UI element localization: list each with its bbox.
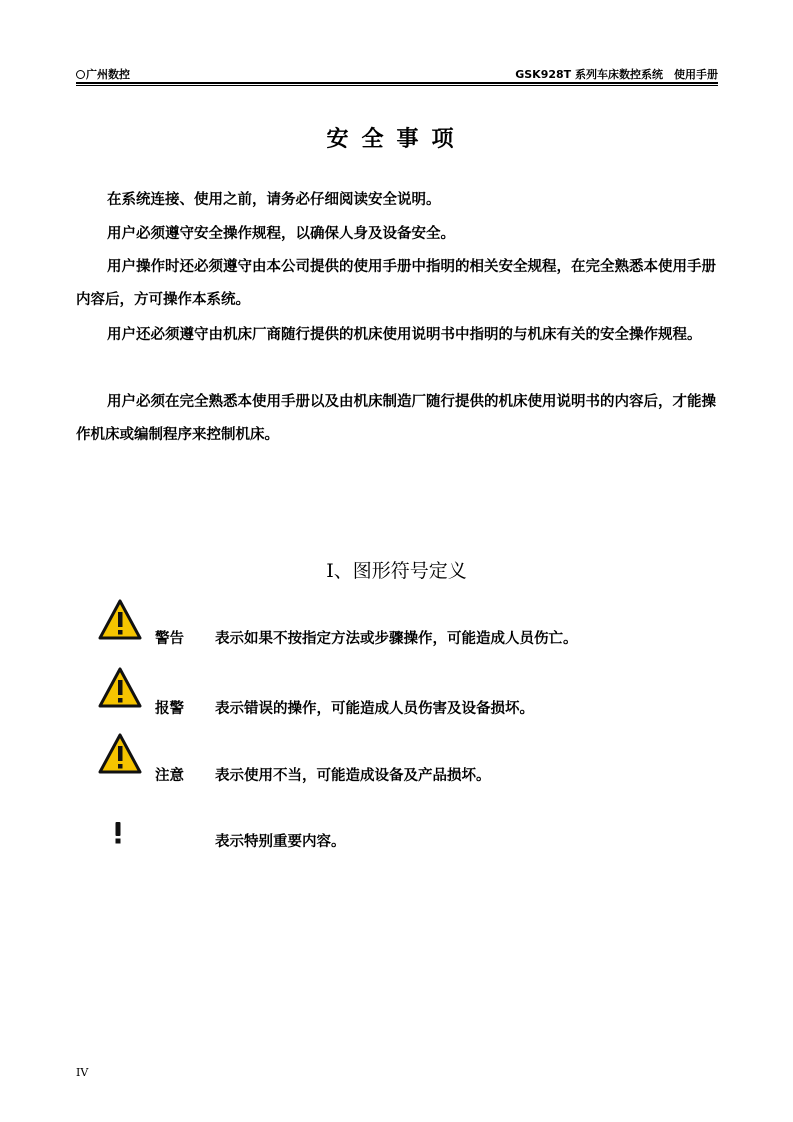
safety-paragraph: 在系统连接、使用之前，请务必仔细阅读安全说明。 xyxy=(107,192,441,208)
symbol-row-caution xyxy=(98,732,718,784)
symbol-row-warning xyxy=(98,598,718,647)
header-rule xyxy=(76,82,718,86)
symbol-row-important xyxy=(98,820,718,864)
symbol-description: 表示使用不当，可能造成设备及产品损坏。 xyxy=(215,768,491,784)
logo-text: 广州数控 xyxy=(86,68,130,81)
symbol-term: 警告 xyxy=(155,631,184,647)
warning-triangle-icon xyxy=(98,666,142,710)
logo-mark-icon xyxy=(76,70,85,79)
symbol-description: 表示特别重要内容。 xyxy=(215,834,346,850)
symbol-term: 报警 xyxy=(155,701,184,717)
manual-title: GSK928T 系列车床数控系统 使用手册 xyxy=(515,68,718,81)
safety-paragraph: 用户还必须遵守由机床厂商随行提供的机床使用说明书中指明的与机床有关的安全操作规程。 xyxy=(107,327,702,343)
warning-triangle-icon xyxy=(98,598,142,642)
safety-paragraph: 用户必须遵守安全操作规程，以确保人身及设备安全。 xyxy=(107,226,455,242)
section-title: Ⅰ、图形符号定义 xyxy=(326,560,467,582)
symbol-term: 注意 xyxy=(155,768,184,784)
company-logo xyxy=(76,66,130,82)
page-title: 安全事项 xyxy=(326,127,467,152)
page-number: IV xyxy=(76,1066,89,1079)
symbol-description: 表示如果不按指定方法或步骤操作，可能造成人员伤亡。 xyxy=(215,631,578,647)
exclamation-icon xyxy=(114,822,122,844)
symbol-description: 表示错误的操作，可能造成人员伤害及设备损坏。 xyxy=(215,701,534,717)
symbol-row-alarm xyxy=(98,666,718,717)
safety-paragraph: 用户必须在完全熟悉本使用手册以及由机床制造厂随行提供的机床使用说明书的内容后，才能操作机床或编制程序来控制机床。 xyxy=(76,394,716,443)
warning-triangle-icon xyxy=(98,732,142,776)
page-header xyxy=(76,62,718,82)
safety-paragraph: 用户操作时还必须遵守由本公司提供的使用手册中指明的相关安全规程，在完全熟悉本使用手册内容后，方可操作本系统。 xyxy=(76,259,716,308)
